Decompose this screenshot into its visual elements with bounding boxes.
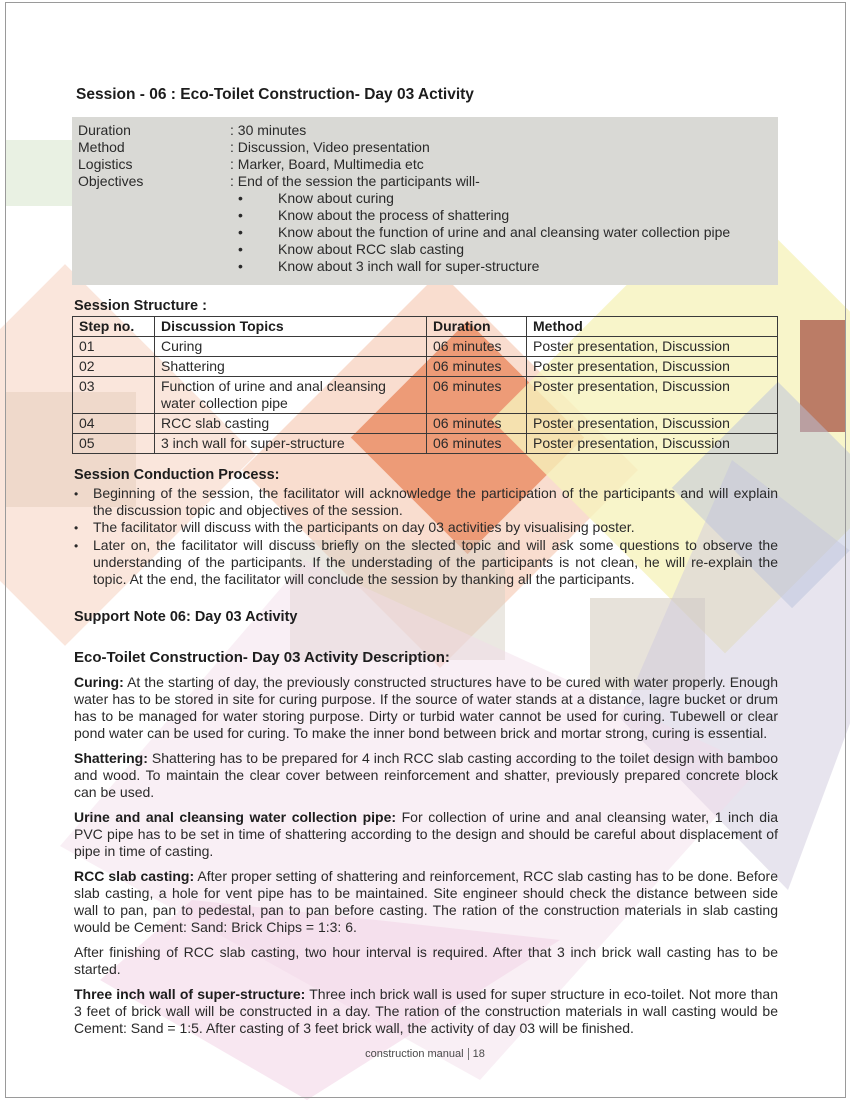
- table-row: [73, 414, 778, 434]
- paragraph-lead: Urine and anal cleansing water collection pipe:: [74, 809, 397, 825]
- info-value: : Discussion, Video presentation: [230, 139, 430, 155]
- session-structure-heading: Session Structure :: [74, 298, 207, 314]
- table-cell: Curing: [155, 337, 427, 357]
- table-cell: Poster presentation, Discussion: [527, 337, 778, 357]
- table-cell: 06 minutes: [427, 377, 527, 414]
- table-header-row: [73, 317, 778, 337]
- description-paragraph: After finishing of RCC slab casting, two hour interval is required. After that 3 inch brick wall casting has to be started.: [74, 944, 778, 977]
- info-value: : Marker, Board, Multimedia etc: [230, 156, 424, 172]
- table-row: [73, 357, 778, 377]
- paragraph-lead: Shattering:: [74, 750, 148, 766]
- table-cell: 06 minutes: [427, 337, 527, 357]
- description-paragraph: RCC slab casting: After proper setting of shattering and reinforcement, RCC slab casting has to be done. Before slab casting, a hole for vent pipe has to be maintained. Site engineer should check the distance between side wall to pan, pan to pedestal, pan to pan before casting. The ration of the construction materials in slab casting would be Cement: Sand: Brick Chips = 1:3: 6.: [74, 868, 778, 935]
- conduction-heading: Session Conduction Process:: [74, 467, 280, 483]
- session-info-box: [72, 117, 778, 285]
- objective-item: • Know about curing: [238, 190, 770, 207]
- table-row: [73, 337, 778, 357]
- info-row: [78, 173, 770, 190]
- table-row: [73, 377, 778, 414]
- session-structure-table: [72, 316, 778, 454]
- footer-text: construction manual: [365, 1048, 464, 1060]
- table-cell: 04: [73, 414, 155, 434]
- info-box-rows: [78, 122, 770, 190]
- table-cell: Function of urine and anal cleansing water collection pipe: [155, 377, 427, 414]
- info-row: [78, 122, 770, 139]
- table-row: [73, 434, 778, 454]
- table-cell: RCC slab casting: [155, 414, 427, 434]
- table-header-cell: Step no.: [73, 317, 155, 337]
- info-value: : 30 minutes: [230, 122, 307, 138]
- conduction-bullet: • The facilitator will discuss with the participants on day 03 activities by visualising poster.: [74, 519, 778, 537]
- table-cell: Shattering: [155, 357, 427, 377]
- table-header-cell: Method: [527, 317, 778, 337]
- support-note-heading: Support Note 06: Day 03 Activity: [74, 609, 298, 625]
- table-cell: 06 minutes: [427, 414, 527, 434]
- conduction-list: [74, 485, 778, 588]
- conduction-bullet: • Beginning of the session, the facilitator will acknowledge the participation of the participants and will explain the discussion topic and objectives of the session.: [74, 485, 778, 519]
- footer-page-number: 18: [472, 1048, 485, 1060]
- page-title: Session - 06 : Eco-Toilet Construction- Day 03 Activity: [76, 86, 474, 103]
- description-paragraph: Three inch wall of super-structure: Three inch brick wall is used for super structure in eco-toilet. Not more than 3 feet of brick wall will be constructed in a day. The ration of the construction materials in wall casting would be Cement: Sand = 1:5. After casting of 3 feet brick wall, the activity of day 03 will be finished.: [74, 986, 778, 1036]
- description-paragraphs: [72, 674, 778, 1037]
- table-cell: 02: [73, 357, 155, 377]
- conduction-bullet: • Later on, the facilitator will discuss briefly on the slected topic and will ask some questions to observe the understanding of the participants. If the understading of the participants is not clean, he will re-explain the topic. At the end, the facilitator will conclude the session by thanking all the participants.: [74, 537, 778, 588]
- table-cell: Poster presentation, Discussion: [527, 377, 778, 414]
- description-heading: Eco-Toilet Construction- Day 03 Activity Description:: [74, 649, 450, 666]
- table-cell: 03: [73, 377, 155, 414]
- info-row: [78, 139, 770, 156]
- table-cell: 3 inch wall for super-structure: [155, 434, 427, 454]
- info-row: [78, 156, 770, 173]
- info-label: Logistics: [78, 156, 133, 172]
- paragraph-lead: RCC slab casting:: [74, 868, 195, 884]
- footer-divider: [468, 1048, 469, 1060]
- info-label: Duration: [78, 122, 131, 138]
- paragraph-lead: Three inch wall of super-structure:: [74, 986, 306, 1002]
- page-footer: [0, 1048, 850, 1060]
- objectives-list: [78, 190, 770, 275]
- info-label: Method: [78, 139, 125, 155]
- table-header-cell: Discussion Topics: [155, 317, 427, 337]
- paragraph-lead: Curing:: [74, 674, 124, 690]
- objective-item: • Know about the function of urine and anal cleansing water collection pipe: [238, 224, 770, 241]
- table-cell: 06 minutes: [427, 357, 527, 377]
- table-header-cell: Duration: [427, 317, 527, 337]
- table-cell: 06 minutes: [427, 434, 527, 454]
- table-cell: Poster presentation, Discussion: [527, 357, 778, 377]
- table-cell: Poster presentation, Discussion: [527, 434, 778, 454]
- objective-item: • Know about RCC slab casting: [238, 241, 770, 258]
- objective-item: • Know about the process of shattering: [238, 207, 770, 224]
- description-paragraph: Urine and anal cleansing water collection pipe: For collection of urine and anal cleansing water, 1 inch dia PVC pipe has to be set in time of shattering according to the design and should be careful about displacement of pipe in time of casting.: [74, 809, 778, 859]
- objective-item: • Know about 3 inch wall for super-structure: [238, 258, 770, 275]
- description-paragraph: Shattering: Shattering has to be prepared for 4 inch RCC slab casting according to the toilet design with bamboo and wood. To maintain the clear cover between reinforcement and shatter, previously prepared concrete block can be used.: [74, 750, 778, 800]
- info-label: Objectives: [78, 173, 144, 189]
- table-cell: 05: [73, 434, 155, 454]
- table-body: [73, 337, 778, 454]
- table-cell: Poster presentation, Discussion: [527, 414, 778, 434]
- info-value: : End of the session the participants will-: [230, 173, 480, 189]
- table-cell: 01: [73, 337, 155, 357]
- description-paragraph: Curing: At the starting of day, the previously constructed structures have to be cured with water properly. Enough water has to be stored in site for curing purpose. If the source of water stands at a distance, lagre bucket or drum has to be managed for water storing purpose. Dirty or turbid water cannot be used for curing. Tubewell or clear pond water can be used for curing. To make the inner bond between brick and mortar strong, curing is essential.: [74, 674, 778, 741]
